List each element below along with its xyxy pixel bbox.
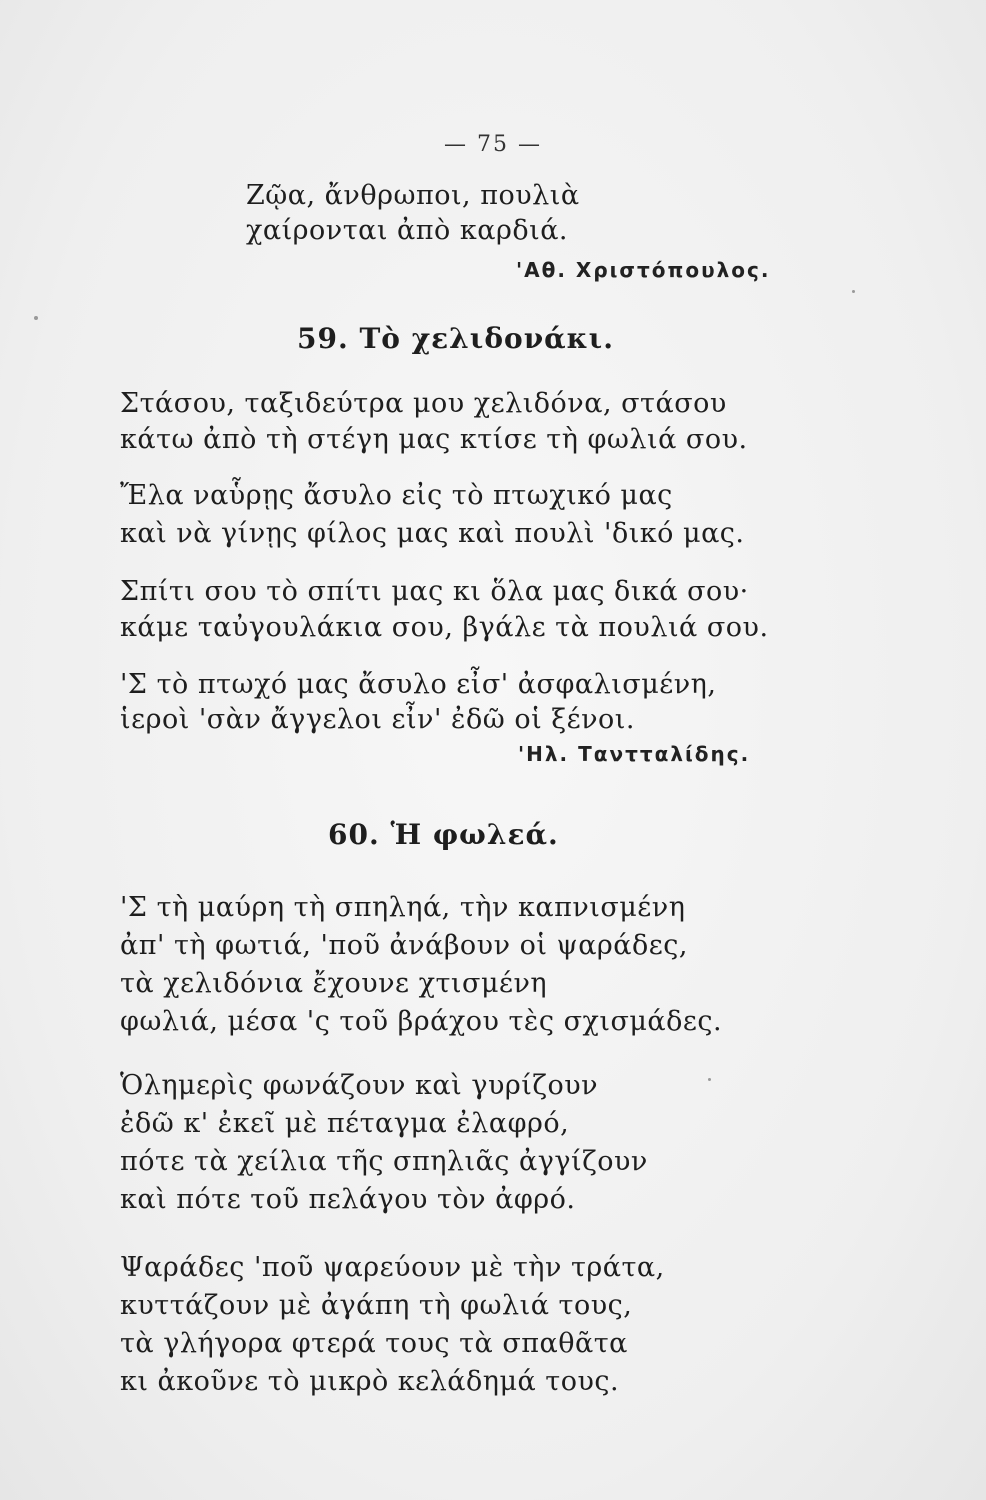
poem-line: κι ἀκοῦνε τὸ μικρὸ κελάδημά τους. xyxy=(120,1366,620,1397)
poem-line: φωλιά, μέσα 'ς τοῦ βράχου τὲς σχισμάδες. xyxy=(120,1006,723,1037)
poem-line: 'Σ τὴ μαύρη τὴ σπηληά, τὴν καπνισμένη xyxy=(120,892,686,923)
poem-line: τὰ γλήγορα φτερά τους τὰ σπαθᾶτα xyxy=(120,1328,628,1359)
poem-line: χαίρονται ἀπὸ καρδιά. xyxy=(246,215,569,246)
poem-author: 'Αθ. Χριστόπουλος. xyxy=(516,258,771,282)
poem-line: καὶ πότε τοῦ πελάγου τὸν ἀφρό. xyxy=(120,1184,576,1215)
scan-speck xyxy=(34,316,38,320)
scan-speck xyxy=(852,290,855,293)
poem-title: 60. Ἡ φωλεά. xyxy=(328,818,559,851)
poem-author: 'Ηλ. Ταντταλίδης. xyxy=(518,742,751,766)
poem-line: Ψαράδες 'ποῦ ψαρεύουν μὲ τὴν τράτα, xyxy=(120,1252,665,1283)
poem-line: Στάσου, ταξιδεύτρα μου χελιδόνα, στάσου xyxy=(120,388,727,419)
poem-line: πότε τὰ χείλια τῆς σπηλιᾶς ἀγγίζουν xyxy=(120,1146,648,1177)
scan-speck xyxy=(708,1078,711,1081)
poem-line: Σπίτι σου τὸ σπίτι μας κι ὅλα μας δικά σου· xyxy=(120,576,749,607)
poem-title: 59. Τὸ χελιδονάκι. xyxy=(297,322,614,355)
poem-line: καὶ νὰ γίνῃς φίλος μας καὶ πουλὶ 'δικό μας. xyxy=(120,518,745,549)
poem-line: ἐδῶ κ' ἐκεῖ μὲ πέταγμα ἐλαφρό, xyxy=(120,1108,570,1139)
poem-line: Ζῷα, ἄνθρωποι, πουλιὰ xyxy=(246,180,580,211)
poem-line: 'Σ τὸ πτωχό μας ἄσυλο εἶσ' ἀσφαλισμένη, xyxy=(120,669,717,700)
poem-line: τὰ χελιδόνια ἔχουνε χτισμένη xyxy=(120,968,548,999)
poem-line: ἱεροὶ 'σὰν ἄγγελοι εἶν' ἐδῶ οἱ ξένοι. xyxy=(120,704,635,735)
poem-line: κάτω ἀπὸ τὴ στέγη μας κτίσε τὴ φωλιά σου. xyxy=(120,424,748,455)
poem-line: Ἔλα ναὗρῃς ἄσυλο εἰς τὸ πτωχικό μας xyxy=(120,480,673,511)
poem-line: ἀπ' τὴ φωτιά, 'ποῦ ἀνάβουν οἱ ψαράδες, xyxy=(120,930,688,961)
page-number: — 75 — xyxy=(444,132,542,157)
poem-line: κάμε ταὐγουλάκια σου, βγάλε τὰ πουλιά σου. xyxy=(120,612,769,643)
poem-line: κυττάζουν μὲ ἀγάπη τὴ φωλιά τους, xyxy=(120,1290,633,1321)
poem-line: Ὁλημερὶς φωνάζουν καὶ γυρίζουν xyxy=(120,1070,599,1101)
